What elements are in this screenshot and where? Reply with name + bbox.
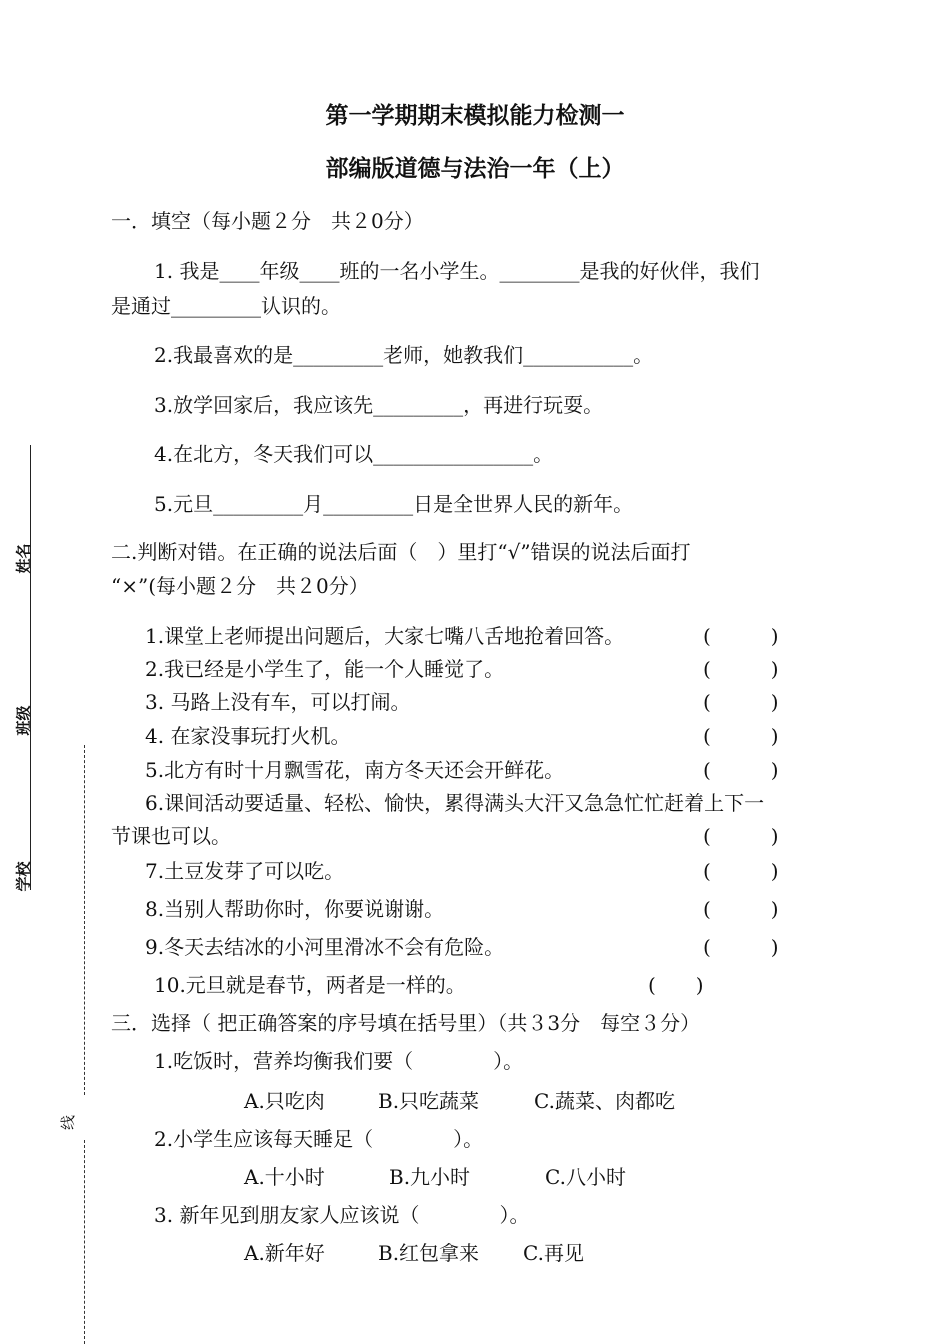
s2-item-1: 1.课堂上老师提出问题后，大家七嘴八舌地抢着回答。 <box>145 624 625 648</box>
s1-q1-line1: 1. 我是____年级____班的一名小学生。________是我的好伙伴，我们 <box>154 259 760 283</box>
cut-line-lower <box>84 1140 85 1344</box>
section1-heading: 一．填空（每小题２分 共２0分） <box>111 209 424 233</box>
section3-heading: 三．选择（ 把正确答案的序号填在括号里）（共３3分 每空３分） <box>111 1011 701 1035</box>
s3-q3-option-b: B.红包拿来 <box>378 1241 480 1265</box>
s2-item-8: 8.当别人帮助你时，你要说谢谢。 <box>145 897 445 921</box>
s3-q2-option-b: B.九小时 <box>389 1165 471 1189</box>
school-label: 学校 <box>14 861 33 892</box>
s2-item-4: 4. 在家没事玩打火机。 <box>145 724 351 748</box>
s2-item-9: 9.冬天去结冰的小河里滑冰不会有危险。 <box>145 935 505 959</box>
s2-item-6-cont: 节课也可以。 <box>111 824 231 848</box>
binding-line <box>30 445 31 890</box>
s2-item-5: 5.北方有时十月飘雪花，南方冬天还会开鲜花。 <box>145 758 565 782</box>
s2-paren-5: ( ) <box>703 758 779 782</box>
s1-q4: 4.在北方，冬天我们可以________________。 <box>154 442 554 466</box>
class-label: 班级 <box>14 705 33 736</box>
s2-paren-6: ( ) <box>703 824 779 848</box>
s2-paren-2: ( ) <box>703 657 779 681</box>
s3-q1-stem: 1.吃饭时，营养均衡我们要（ ）。 <box>154 1049 524 1073</box>
s2-paren-7: ( ) <box>703 859 779 883</box>
s2-item-7: 7.土豆发芽了可以吃。 <box>145 859 345 883</box>
section2-heading-line2: “×”(每小题２分 共２0分） <box>111 574 369 598</box>
s2-paren-8: ( ) <box>703 897 779 921</box>
s1-q1-line2: 是通过_________认识的。 <box>111 294 341 318</box>
cut-line-label: 线 <box>59 1114 78 1131</box>
s3-q1-option-a: A.只吃肉 <box>244 1089 325 1113</box>
s1-q3: 3.放学回家后，我应该先_________，再进行玩耍。 <box>154 393 604 417</box>
s2-paren-1: ( ) <box>703 624 779 648</box>
s3-q2-stem: 2.小学生应该每天睡足（ ）。 <box>154 1127 484 1151</box>
s3-q3-option-c: C.再见 <box>523 1241 584 1265</box>
s2-paren-4: ( ) <box>703 724 779 748</box>
page-subtitle: 部编版道德与法治一年（上） <box>325 155 625 182</box>
s3-q1-option-b: B.只吃蔬菜 <box>378 1089 480 1113</box>
s1-q5: 5.元旦_________月_________日是全世界人民的新年。 <box>154 492 634 516</box>
s1-q2: 2.我最喜欢的是_________老师，她教我们___________。 <box>154 343 654 367</box>
section2-heading-line1: 二.判断对错。在正确的说法后面（ ）里打“√”错误的说法后面打 <box>111 540 691 564</box>
s3-q1-option-c: C.蔬菜、肉都吃 <box>534 1089 675 1113</box>
s3-q2-option-a: A.十小时 <box>244 1165 325 1189</box>
s2-paren-9: ( ) <box>703 935 779 959</box>
s3-q2-option-c: C.八小时 <box>545 1165 626 1189</box>
s2-item-3: 3. 马路上没有车，可以打闹。 <box>145 690 411 714</box>
s3-q3-option-a: A.新年好 <box>244 1241 325 1265</box>
page-title: 第一学期期末模拟能力检测一 <box>325 102 625 129</box>
name-label: 姓名 <box>14 543 33 574</box>
s2-item-2: 2.我已经是小学生了，能一个人睡觉了。 <box>145 657 505 681</box>
s2-paren-3: ( ) <box>703 690 779 714</box>
s2-paren-10: ( ) <box>648 973 704 997</box>
s2-item-10: 10.元旦就是春节，两者是一样的。 <box>154 973 466 997</box>
cut-line-upper <box>84 745 85 1095</box>
s2-item-6: 6.课间活动要适量、轻松、愉快，累得满头大汗又急急忙忙赶着上下一 <box>145 791 765 815</box>
s3-q3-stem: 3. 新年见到朋友家人应该说（ ）。 <box>154 1203 530 1227</box>
